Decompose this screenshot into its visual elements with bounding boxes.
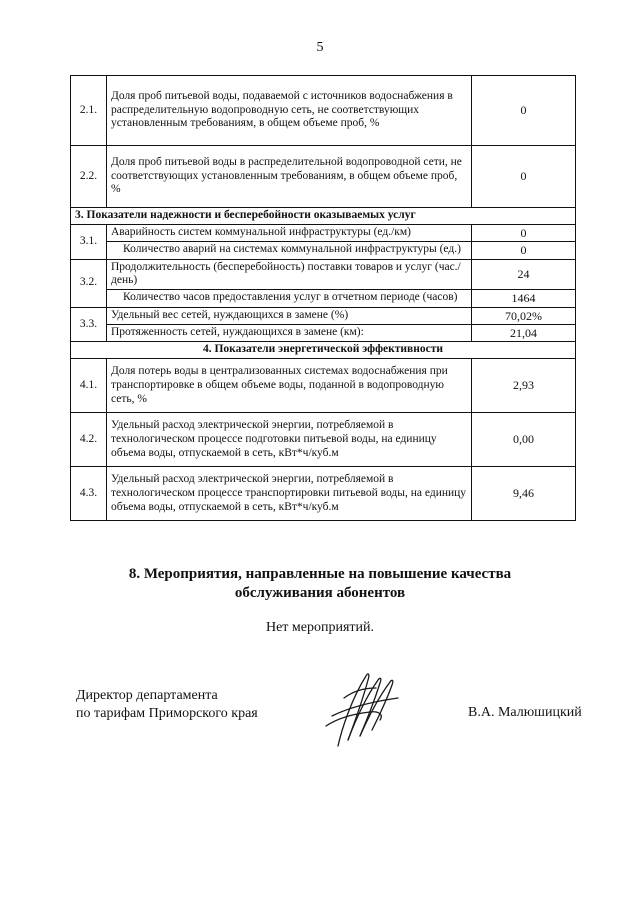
indicator-value: 0 — [472, 224, 576, 241]
section-8-heading — [0, 565, 640, 603]
heading-line: обслуживания абонентов — [234, 584, 406, 601]
indicator-value: 0,00 — [472, 413, 576, 467]
indicator-value: 9,46 — [472, 467, 576, 521]
indicator-value: 21,04 — [472, 324, 576, 341]
indicator-value: 1464 — [472, 290, 576, 307]
signature — [318, 668, 408, 748]
indicators-table — [70, 75, 576, 521]
section-row — [71, 208, 576, 225]
table-row — [71, 413, 576, 467]
table-row — [71, 76, 576, 146]
table-row — [71, 324, 576, 341]
indicator-description: Продолжительность (бесперебойность) поставки товаров и услуг (час./день) — [107, 259, 472, 290]
row-number: 2.2. — [71, 146, 107, 208]
signer-title-line: по тарифам Приморского края — [76, 706, 258, 722]
row-number: 4.1. — [71, 359, 107, 413]
section-4-title: 4. Показатели энергетической эффективности — [71, 342, 576, 359]
indicator-value: 0 — [472, 76, 576, 146]
table-row — [71, 359, 576, 413]
signer-title-line: Директор департамента — [76, 688, 218, 703]
no-measures-text: Нет мероприятий. — [265, 620, 375, 635]
table-row — [71, 242, 576, 259]
section-row — [71, 342, 576, 359]
indicator-description: Удельный расход электрической энергии, потребляемой в технологическом процессе подготовки питьевой воды, на единицу объема воды, отпускаемой в сеть, кВт*ч/куб.м — [107, 413, 472, 467]
indicator-value: 0 — [472, 146, 576, 208]
row-number: 2.1. — [71, 76, 107, 146]
signer-title — [76, 687, 258, 723]
indicator-value: 0 — [472, 242, 576, 259]
indicator-description: Удельный расход электрической энергии, потребляемой в технологическом процессе транспортировки питьевой воды, на единицу объема воды, отпускаемой в сеть, кВт*ч/куб.м — [107, 467, 472, 521]
indicator-description: Протяженность сетей, нуждающихся в замене (км): — [107, 324, 472, 341]
row-number: 4.3. — [71, 467, 107, 521]
table-row — [71, 224, 576, 241]
row-number: 4.2. — [71, 413, 107, 467]
indicator-value: 70,02% — [472, 307, 576, 324]
row-number: 3.3. — [71, 307, 107, 342]
indicator-description: Доля проб питьевой воды, подаваемой с источников водоснабжения в распределительную водопроводную сеть, не соответствующих установленным требованиям, в общем объеме проб, % — [107, 76, 472, 146]
table-row — [71, 290, 576, 307]
indicator-value: 24 — [472, 259, 576, 290]
indicator-description: Доля проб питьевой воды в распределительной водопроводной сети, не соответствующих установленным требованиям, в общем объеме проб, % — [107, 146, 472, 208]
indicator-description: Количество часов предоставления услуг в отчетном периоде (часов) — [107, 290, 472, 307]
table-row — [71, 146, 576, 208]
table-row — [71, 467, 576, 521]
indicator-value: 2,93 — [472, 359, 576, 413]
indicator-description: Доля потерь воды в централизованных системах водоснабжения при транспортировке в общем объеме воды, поданной в водопроводную сеть, % — [107, 359, 472, 413]
indicator-description: Удельный вес сетей, нуждающихся в замене (%) — [107, 307, 472, 324]
signer-name: В.А. Малюшицкий — [468, 705, 582, 720]
section-3-title: 3. Показатели надежности и бесперебойности оказываемых услуг — [71, 208, 576, 225]
table-row — [71, 259, 576, 290]
indicator-description: Аварийность систем коммунальной инфраструктуры (ед./км) — [107, 224, 472, 241]
table-row — [71, 307, 576, 324]
indicator-description: Количество аварий на системах коммунальной инфраструктуры (ед.) — [107, 242, 472, 259]
row-number: 3.1. — [71, 224, 107, 259]
page-number: 5 — [316, 40, 324, 55]
row-number: 3.2. — [71, 259, 107, 307]
heading-line: 8. Мероприятия, направленные на повышение качества — [128, 566, 512, 582]
